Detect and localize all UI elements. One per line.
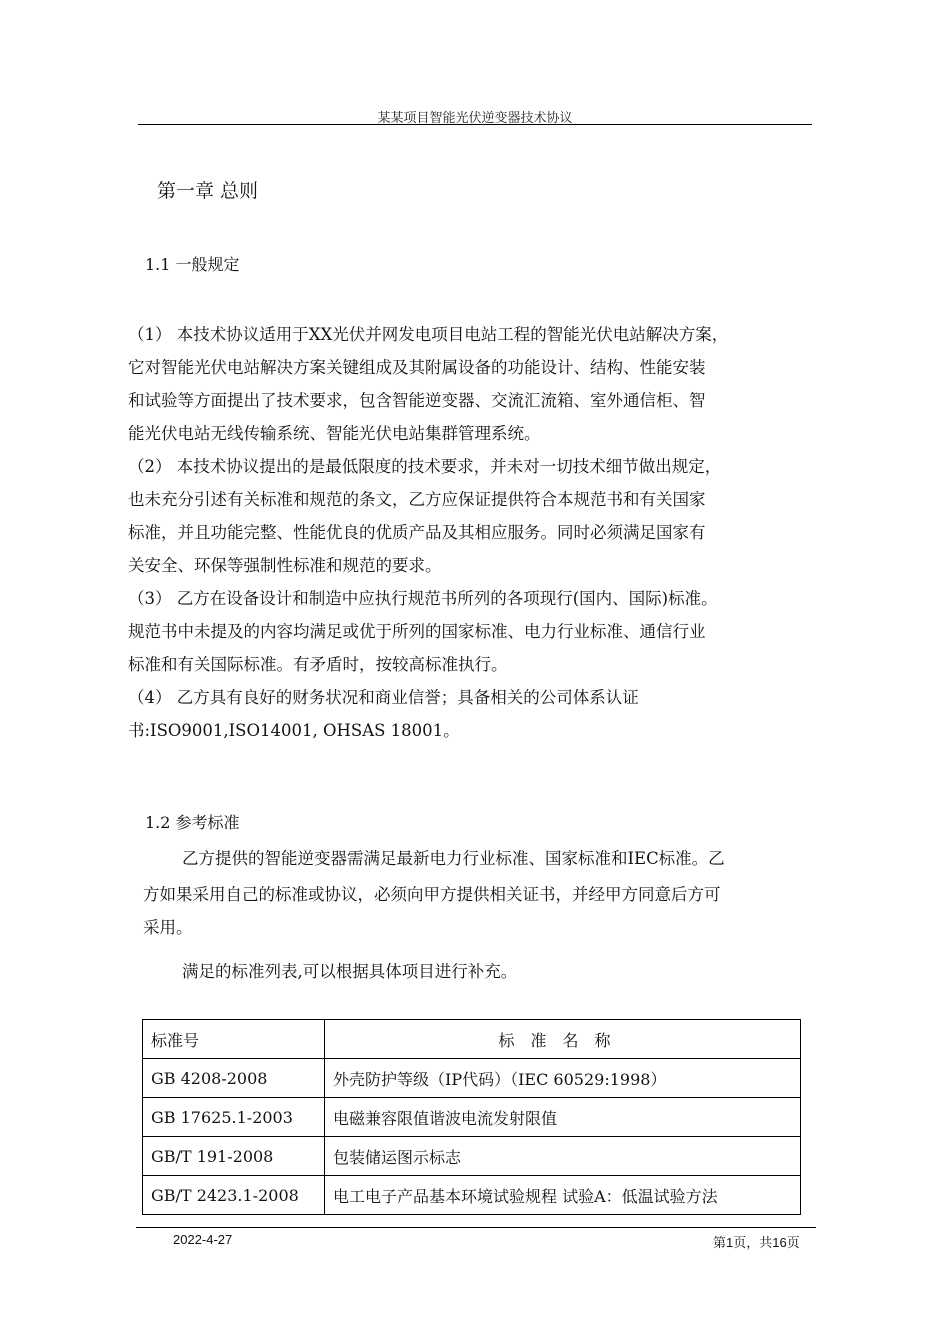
- standard-code: GB 17625.1-2003: [143, 1098, 325, 1137]
- paragraph-line: 关安全、环保等强制性标准和规范的要求。: [128, 556, 442, 575]
- section-1-1-body: [128, 318, 728, 747]
- footer-date: 2022-4-27: [173, 1232, 233, 1247]
- table-row: [143, 1176, 801, 1215]
- paragraph-line: 方如果采用自己的标准或协议，必须向甲方提供相关证书，并经甲方同意后方可: [143, 885, 721, 904]
- footer-page-number: 第1页，共16页: [713, 1235, 800, 1250]
- paragraph-line: （4） 乙方具有良好的财务状况和商业信誉；具备相关的公司体系认证: [128, 688, 639, 707]
- paragraph-line: 和试验等方面提出了技术要求，包含智能逆变器、交流汇流箱、室外通信柜、智: [128, 391, 706, 410]
- footer-divider: [136, 1227, 816, 1228]
- standard-code: GB 4208-2008: [143, 1059, 325, 1098]
- paragraph-line: 能光伏电站无线传输系统、智能光伏电站集群管理系统。: [128, 424, 541, 443]
- standard-name: 包装储运图示标志: [325, 1137, 801, 1176]
- paragraph-line: 标准和有关国际标准。有矛盾时，按较高标准执行。: [128, 655, 508, 674]
- column-header-name: 标准名称: [325, 1020, 801, 1059]
- standards-table: [142, 1019, 801, 1215]
- table-intro: 满足的标准列表,可以根据具体项目进行补充。: [182, 962, 518, 981]
- paragraph-line: 也未充分引述有关标准和规范的条文，乙方应保证提供符合本规范书和有关国家: [128, 490, 706, 509]
- standard-code: GB/T 191-2008: [143, 1137, 325, 1176]
- section-heading-1-2: 1.2 参考标准: [145, 813, 240, 832]
- table-row: [143, 1098, 801, 1137]
- section-1-2-body: [143, 878, 721, 944]
- table-header-row: [143, 1020, 801, 1059]
- header-title: 某某项目智能光伏逆变器技术协议: [377, 111, 573, 126]
- standard-name: 电工电子产品基本环境试验规程 试验A：低温试验方法: [325, 1176, 801, 1215]
- header-divider: [138, 124, 812, 125]
- table-row: [143, 1137, 801, 1176]
- standard-code: GB/T 2423.1-2008: [143, 1176, 325, 1215]
- column-header-code: 标准号: [143, 1020, 325, 1059]
- section-heading-1-1: 1.1 一般规定: [145, 255, 240, 274]
- paragraph-line: 书:ISO9001,ISO14001, OHSAS 18001。: [128, 721, 460, 740]
- paragraph-line: 规范书中未提及的内容均满足或优于所列的国家标准、电力行业标准、通信行业: [128, 622, 706, 641]
- table-row: [143, 1059, 801, 1098]
- paragraph-line: 乙方提供的智能逆变器需满足最新电力行业标准、国家标准和IEC标准。乙: [182, 849, 725, 868]
- paragraph-line: （2） 本技术协议提出的是最低限度的技术要求，并未对一切技术细节做出规定，: [128, 457, 722, 476]
- paragraph-line: 它对智能光伏电站解决方案关键组成及其附属设备的功能设计、结构、性能安装: [128, 358, 706, 377]
- paragraph-line: 采用。: [143, 918, 193, 937]
- paragraph-line: （3） 乙方在设备设计和制造中应执行规范书所列的各项现行(国内、国际)标准。: [128, 589, 718, 608]
- chapter-title: 第一章 总则: [157, 180, 259, 202]
- standard-name: 电磁兼容限值谐波电流发射限值: [325, 1098, 801, 1137]
- standard-name: 外壳防护等级（IP代码）（IEC 60529:1998）: [325, 1059, 801, 1098]
- paragraph-line: 标准，并且功能完整、性能优良的优质产品及其相应服务。同时必须满足国家有: [128, 523, 706, 542]
- paragraph-line: （1） 本技术协议适用于XX光伏并网发电项目电站工程的智能光伏电站解决方案，: [128, 325, 729, 344]
